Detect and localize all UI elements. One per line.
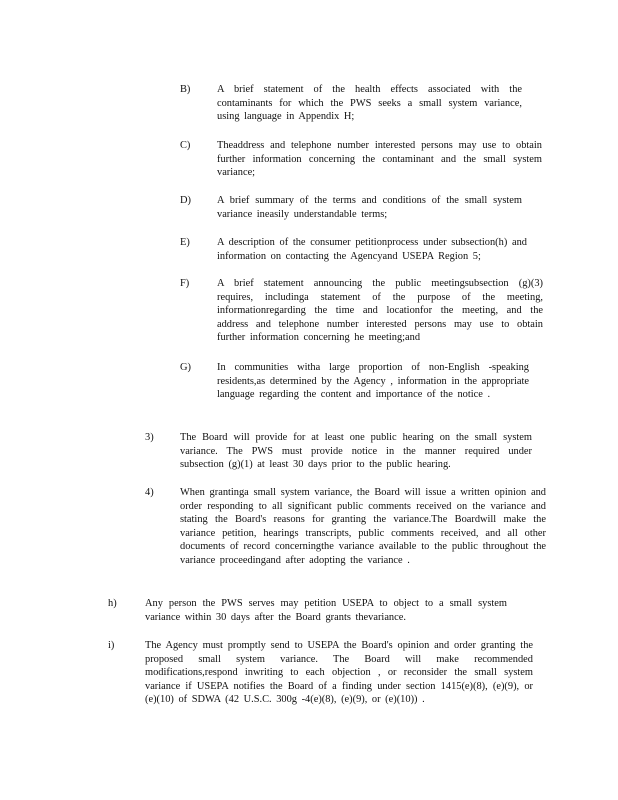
item-text: Any person the PWS serves may petition USEPA to object to a small system variance within 30 days after the Board grants thevariance. (145, 598, 507, 623)
item-marker: i) (108, 640, 115, 651)
item-text: A brief statement of the health effects associated with the contaminants for which the PWS seeks a small system variance, using language in Appendix H; (217, 84, 522, 123)
item-marker: F) (180, 278, 190, 289)
item-marker: h) (108, 598, 117, 609)
item-text: A description of the consumer petitionprocess under subsection(h) and information on contacting the Agencyand USEPA Region 5; (217, 237, 527, 262)
item-marker: 3) (145, 432, 154, 443)
item-marker: E) (180, 237, 190, 248)
item-marker: D) (180, 195, 191, 206)
item-text: Theaddress and telephone number interested persons may use to obtain further information concerning the contaminant and the small system variance; (217, 140, 542, 179)
item-text: The Agency must promptly send to USEPA the Board's opinion and order granting the proposed small system variance. The Board will make recommended modifications,respond inwriting to each objection , or reconsider the small system variance if USEPA notifies the Board of a finding under section 1415(e)(8), (e)(9), or (e)(10) of SDWA (42 U.S.C. 300g -4(e)(8), (e)(9), or (e)(10)) . (145, 640, 533, 706)
item-marker: C) (180, 140, 191, 151)
item-text: A brief statement announcing the public meetingsubsection (g)(3) requires, includinga statement of the purpose of the meeting, informationregarding the time and locationfor the meeting, and the address and telephone number interested persons may use to obtain further information concerning he meeting;and (217, 278, 543, 344)
item-text: When grantinga small system variance, the Board will issue a written opinion and order responding to all significant public comments received on the variance and stating the Board's reasons for granting the variance.The Boardwill make the variance petition, hearings transcripts, public comments received, and all other documents of record concerningthe variance available to the public throughout the variance proceedingand after adopting the variance . (180, 487, 546, 566)
item-marker: 4) (145, 487, 154, 498)
item-text: The Board will provide for at least one public hearing on the small system variance. The PWS must provide notice in the manner required under subsection (g)(1) at least 30 days prior to the public hearing. (180, 432, 532, 471)
item-marker: B) (180, 84, 191, 95)
item-text: In communities witha large proportion of non-English -speaking residents,as determined by the Agency , information in the appropriate language regarding the content and importance of the notice . (217, 362, 529, 401)
item-text: A brief summary of the terms and conditions of the small system variance ineasily understandable terms; (217, 195, 522, 220)
item-marker: G) (180, 362, 191, 373)
